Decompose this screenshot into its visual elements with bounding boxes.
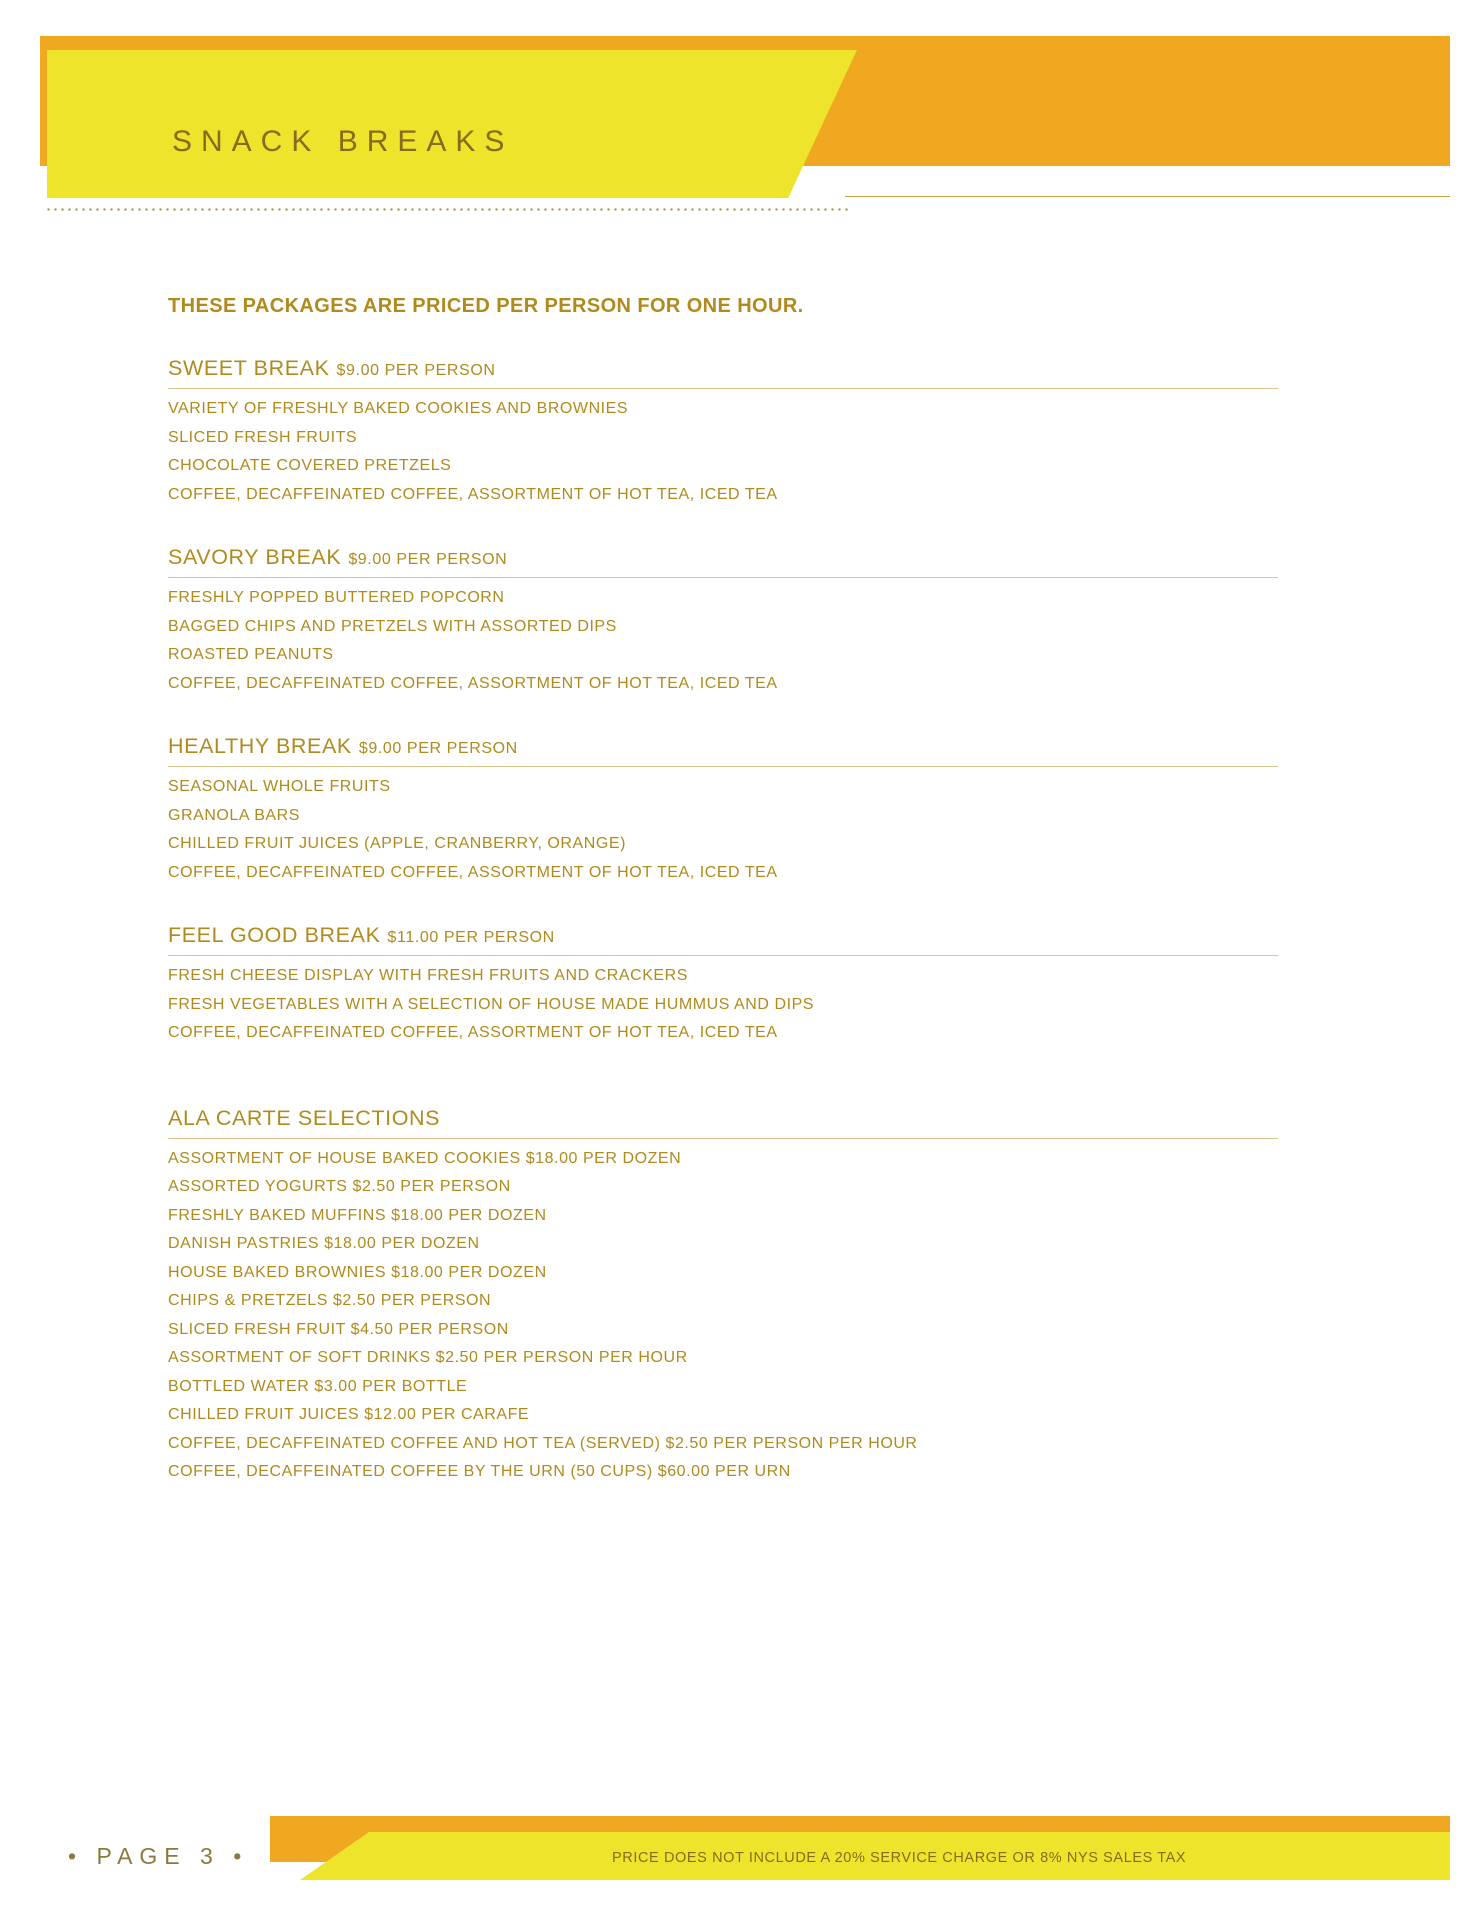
section-title: SAVORY BREAK	[168, 545, 342, 569]
page-title: SNACK BREAKS	[172, 125, 514, 158]
menu-section	[168, 923, 1278, 1048]
section-price: $11.00 PER PERSON	[387, 929, 555, 946]
footer-note: PRICE DOES NOT INCLUDE A 20% SERVICE CHARGE OR 8% NYS SALES TAX	[612, 1850, 1187, 1866]
list-item: SEASONAL WHOLE FRUITS	[168, 778, 391, 795]
list-item: BAGGED CHIPS AND PRETZELS WITH ASSORTED DIPS	[168, 617, 617, 635]
list-item: COFFEE, DECAFFEINATED COFFEE, ASSORTMENT OF HOT TEA, ICED TEA	[168, 485, 778, 503]
list-item: SLICED FRESH FRUITS	[168, 428, 358, 446]
list-item: COFFEE, DECAFFEINATED COFFEE, ASSORTMENT OF HOT TEA, ICED TEA	[168, 1024, 778, 1041]
section-header	[168, 356, 1278, 389]
list-item: ASSORTMENT OF SOFT DRINKS $2.50 PER PERSON PER HOUR	[168, 1349, 688, 1366]
section-price: $9.00 PER PERSON	[348, 551, 508, 568]
header-dotted-rule	[45, 208, 850, 211]
list-item: COFFEE, DECAFFEINATED COFFEE BY THE URN (50 CUPS) $60.00 PER URN	[168, 1463, 791, 1480]
section-header	[168, 1106, 1278, 1139]
page-number: • PAGE 3 •	[68, 1843, 249, 1869]
list-item: FRESHLY BAKED MUFFINS $18.00 PER DOZEN	[168, 1206, 547, 1224]
section-header	[168, 734, 1278, 767]
menu-section	[168, 734, 1278, 887]
list-item: ASSORTMENT OF HOUSE BAKED COOKIES $18.00 PER DOZEN	[168, 1149, 682, 1167]
section-title: SWEET BREAK	[168, 356, 330, 380]
list-item: VARIETY OF FRESHLY BAKED COOKIES AND BROWNIES	[168, 400, 629, 417]
section-title: ALA CARTE SELECTIONS	[168, 1105, 441, 1130]
intro-text: THESE PACKAGES ARE PRICED PER PERSON FOR ONE HOUR.	[168, 295, 804, 317]
list-item: ROASTED PEANUTS	[168, 646, 334, 663]
list-item: CHIPS & PRETZELS $2.50 PER PERSON	[168, 1292, 492, 1309]
list-item: ASSORTED YOGURTS $2.50 PER PERSON	[168, 1178, 511, 1195]
list-item: FRESH CHEESE DISPLAY WITH FRESH FRUITS AND CRACKERS	[168, 967, 688, 984]
list-item: CHILLED FRUIT JUICES (APPLE, CRANBERRY, ORANGE)	[168, 835, 626, 852]
list-item: CHOCOLATE COVERED PRETZELS	[168, 457, 452, 474]
list-item: BOTTLED WATER $3.00 PER BOTTLE	[168, 1377, 468, 1395]
page-header	[0, 0, 1484, 210]
list-item: COFFEE, DECAFFEINATED COFFEE, ASSORTMENT OF HOT TEA, ICED TEA	[168, 674, 778, 692]
list-item: SLICED FRESH FRUIT $4.50 PER PERSON	[168, 1320, 509, 1338]
list-item: FRESHLY POPPED BUTTERED POPCORN	[168, 589, 505, 606]
menu-section	[168, 545, 1278, 698]
section-header	[168, 545, 1278, 578]
header-yellow-banner	[47, 50, 857, 198]
list-item: CHILLED FRUIT JUICES $12.00 PER CARAFE	[168, 1406, 530, 1423]
section-title: FEEL GOOD BREAK	[168, 923, 381, 947]
section-price: $9.00 PER PERSON	[358, 740, 518, 757]
list-item: FRESH VEGETABLES WITH A SELECTION OF HOUSE MADE HUMMUS AND DIPS	[168, 995, 815, 1013]
list-item: GRANOLA BARS	[168, 806, 300, 824]
list-item: DANISH PASTRIES $18.00 PER DOZEN	[168, 1235, 480, 1252]
list-item: HOUSE BAKED BROWNIES $18.00 PER DOZEN	[168, 1263, 547, 1281]
section-price: $9.00 PER PERSON	[336, 362, 496, 379]
section-title: HEALTHY BREAK	[168, 734, 352, 758]
menu-content	[168, 295, 1278, 1523]
list-item: COFFEE, DECAFFEINATED COFFEE, ASSORTMENT OF HOT TEA, ICED TEA	[168, 863, 778, 881]
menu-section	[168, 356, 1278, 509]
page-footer	[0, 1790, 1484, 1920]
list-item: COFFEE, DECAFFEINATED COFFEE AND HOT TEA (SERVED) $2.50 PER PERSON PER HOUR	[168, 1434, 918, 1452]
header-rule	[845, 196, 1450, 197]
alacarte-section	[168, 1106, 1278, 1487]
section-header	[168, 923, 1278, 956]
